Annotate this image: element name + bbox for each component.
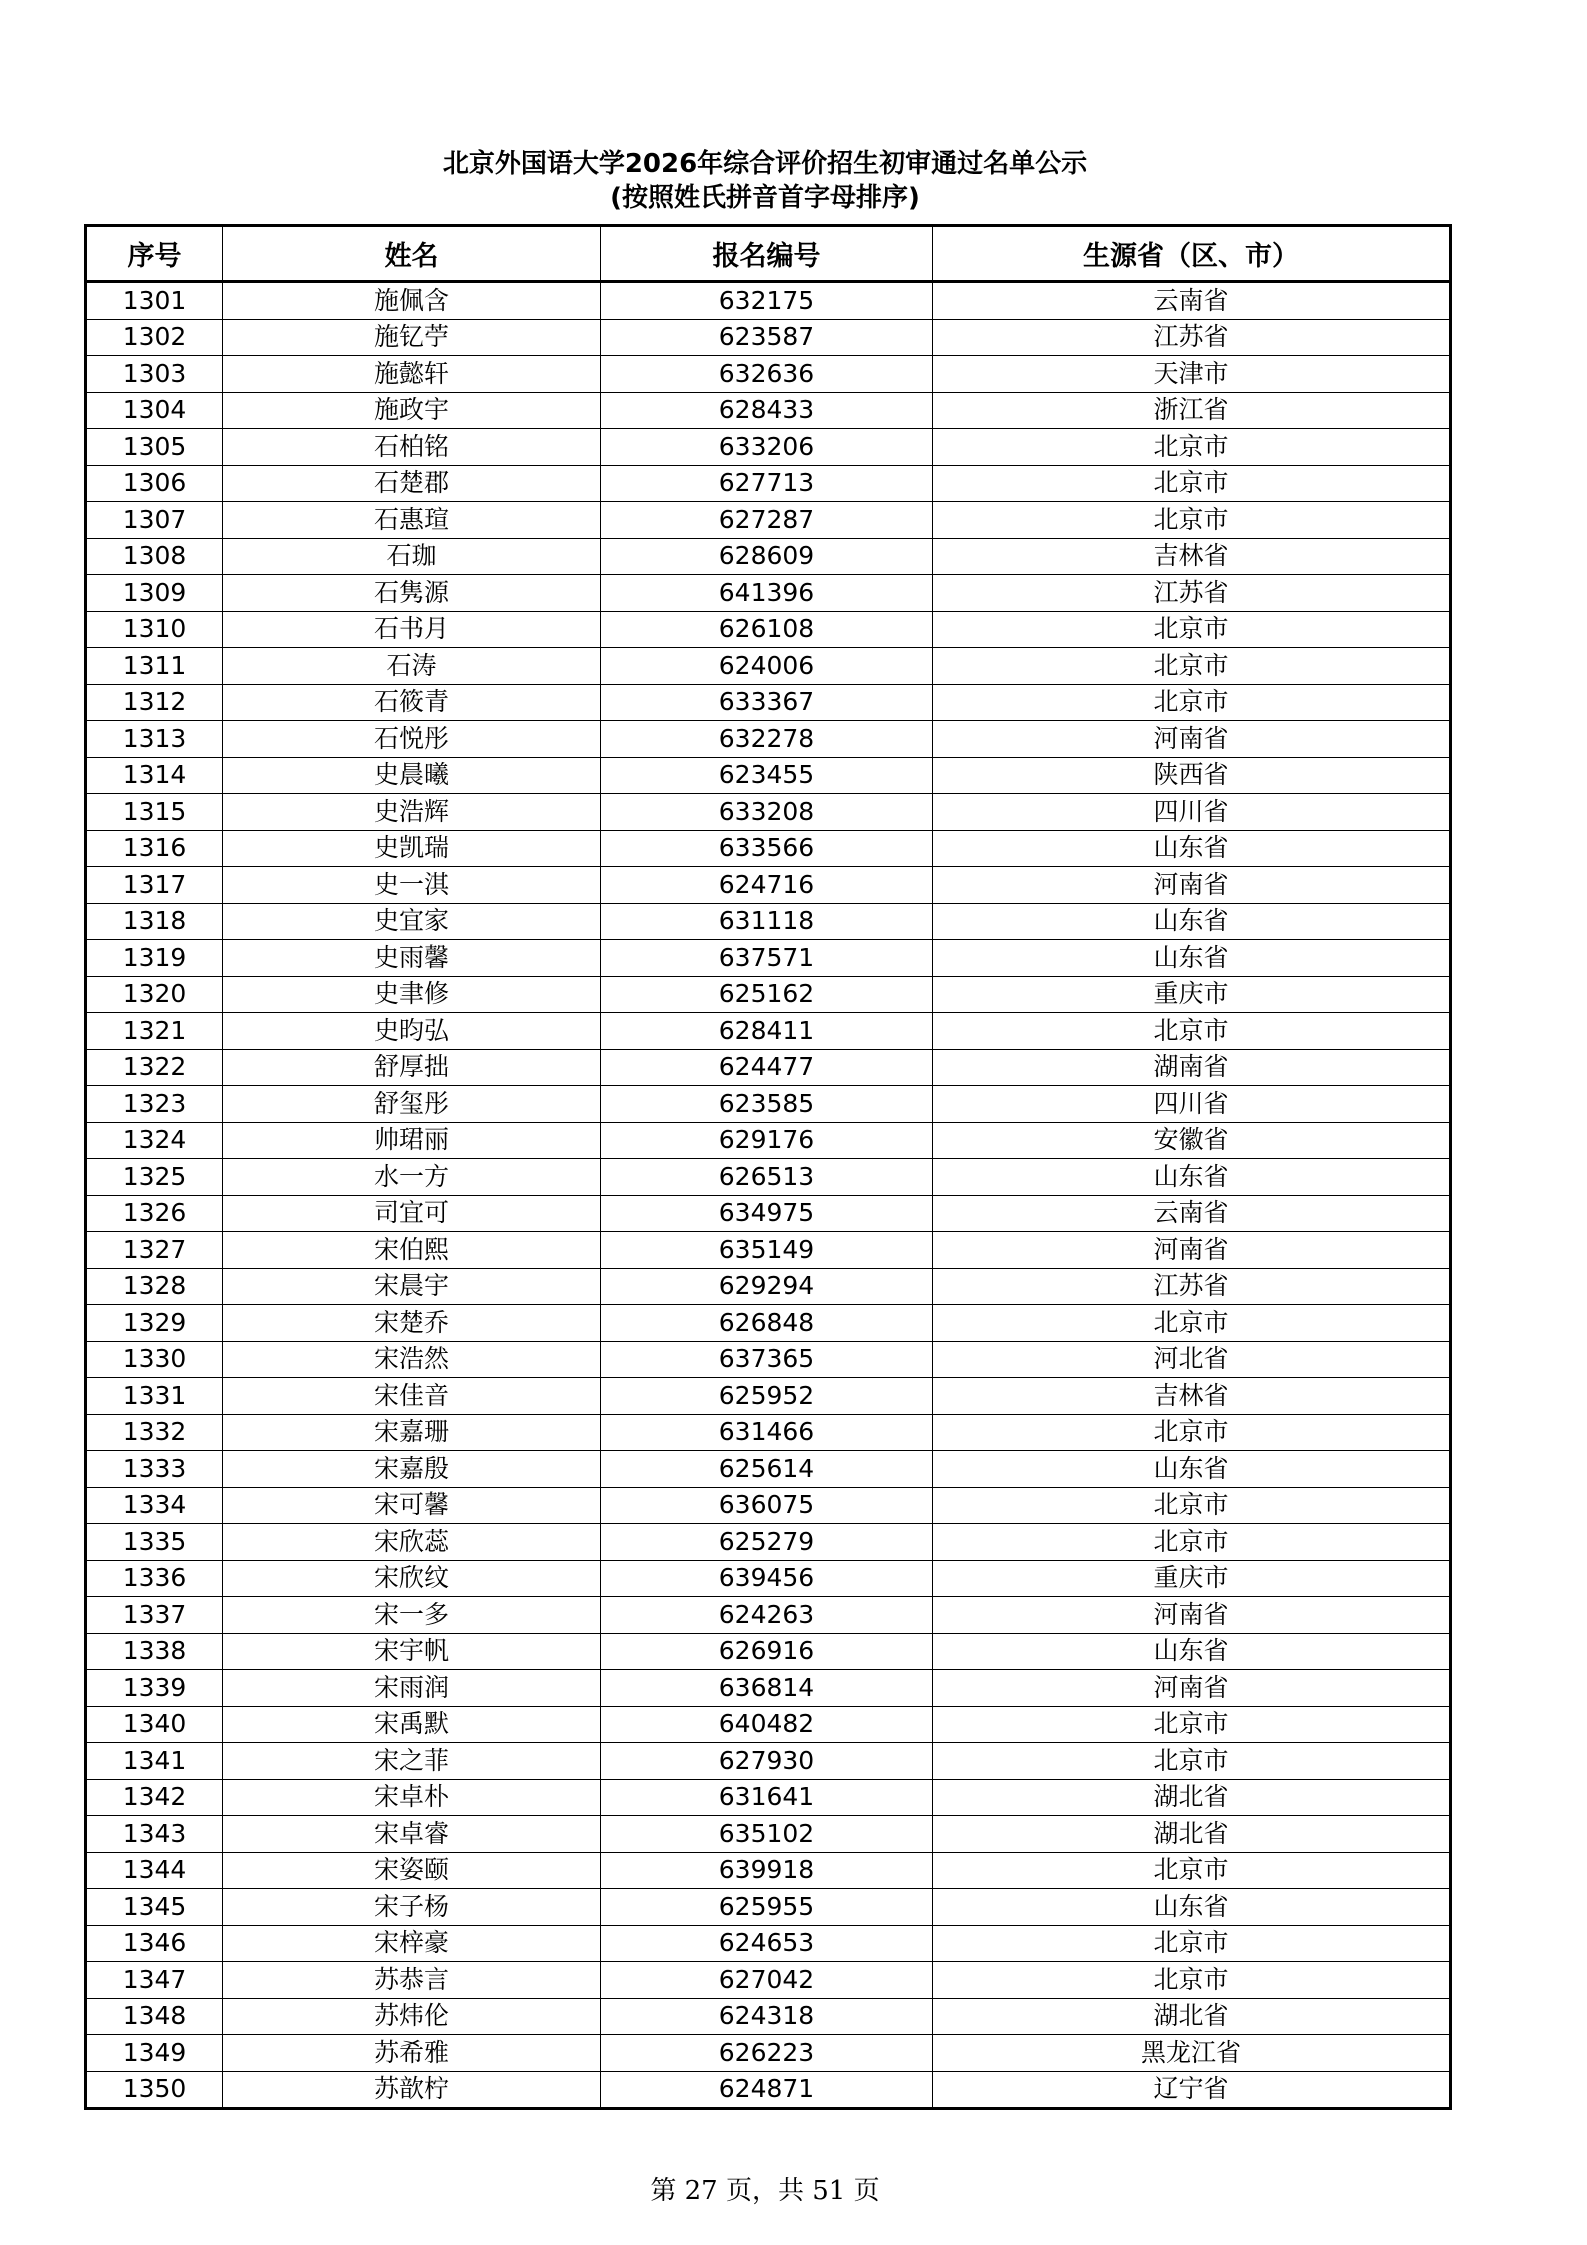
cell-index: 1312 bbox=[86, 684, 223, 721]
cell-registration-number: 635149 bbox=[601, 1232, 933, 1269]
table-row bbox=[86, 721, 1451, 758]
cell-name: 宋嘉珊 bbox=[223, 1414, 601, 1451]
cell-index: 1318 bbox=[86, 903, 223, 940]
cell-registration-number: 641396 bbox=[601, 575, 933, 612]
cell-province: 四川省 bbox=[933, 1086, 1451, 1123]
cell-index: 1311 bbox=[86, 648, 223, 685]
cell-index: 1305 bbox=[86, 429, 223, 466]
cell-province: 北京市 bbox=[933, 611, 1451, 648]
cell-registration-number: 631466 bbox=[601, 1414, 933, 1451]
cell-registration-number: 639918 bbox=[601, 1852, 933, 1889]
cell-name: 施钇苧 bbox=[223, 319, 601, 356]
cell-province: 山东省 bbox=[933, 940, 1451, 977]
cell-name: 宋楚乔 bbox=[223, 1305, 601, 1342]
cell-index: 1314 bbox=[86, 757, 223, 794]
cell-name: 史宜家 bbox=[223, 903, 601, 940]
cell-province: 重庆市 bbox=[933, 1560, 1451, 1597]
table-row bbox=[86, 1560, 1451, 1597]
cell-registration-number: 632278 bbox=[601, 721, 933, 758]
cell-index: 1346 bbox=[86, 1925, 223, 1962]
cell-name: 石珈 bbox=[223, 538, 601, 575]
cell-index: 1302 bbox=[86, 319, 223, 356]
cell-province: 北京市 bbox=[933, 1743, 1451, 1780]
table-row bbox=[86, 1232, 1451, 1269]
cell-index: 1338 bbox=[86, 1633, 223, 1670]
cell-name: 宋一多 bbox=[223, 1597, 601, 1634]
table-row bbox=[86, 575, 1451, 612]
table-row bbox=[86, 1670, 1451, 1707]
table-body bbox=[86, 282, 1451, 2109]
cell-index: 1348 bbox=[86, 1998, 223, 2035]
cell-registration-number: 625614 bbox=[601, 1451, 933, 1488]
cell-name: 宋之菲 bbox=[223, 1743, 601, 1780]
cell-registration-number: 639456 bbox=[601, 1560, 933, 1597]
cell-registration-number: 629176 bbox=[601, 1122, 933, 1159]
table-row bbox=[86, 1925, 1451, 1962]
column-header-name: 姓名 bbox=[223, 226, 601, 282]
cell-registration-number: 626848 bbox=[601, 1305, 933, 1342]
cell-registration-number: 633367 bbox=[601, 684, 933, 721]
cell-index: 1349 bbox=[86, 2035, 223, 2072]
cell-name: 苏恭言 bbox=[223, 1962, 601, 1999]
cell-province: 北京市 bbox=[933, 1706, 1451, 1743]
cell-province: 山东省 bbox=[933, 1159, 1451, 1196]
cell-registration-number: 624263 bbox=[601, 1597, 933, 1634]
cell-name: 帅珺丽 bbox=[223, 1122, 601, 1159]
cell-registration-number: 634975 bbox=[601, 1195, 933, 1232]
column-header-province: 生源省（区、市） bbox=[933, 226, 1451, 282]
cell-index: 1306 bbox=[86, 465, 223, 502]
table-row bbox=[86, 1086, 1451, 1123]
cell-province: 天津市 bbox=[933, 356, 1451, 393]
table-row bbox=[86, 538, 1451, 575]
cell-province: 江苏省 bbox=[933, 1268, 1451, 1305]
cell-province: 北京市 bbox=[933, 1852, 1451, 1889]
table-row bbox=[86, 794, 1451, 831]
table-row bbox=[86, 1852, 1451, 1889]
cell-registration-number: 633206 bbox=[601, 429, 933, 466]
cell-registration-number: 627930 bbox=[601, 1743, 933, 1780]
cell-name: 史浩辉 bbox=[223, 794, 601, 831]
cell-index: 1303 bbox=[86, 356, 223, 393]
cell-registration-number: 623455 bbox=[601, 757, 933, 794]
cell-index: 1315 bbox=[86, 794, 223, 831]
cell-index: 1321 bbox=[86, 1013, 223, 1050]
cell-province: 安徽省 bbox=[933, 1122, 1451, 1159]
cell-registration-number: 635102 bbox=[601, 1816, 933, 1853]
cell-province: 北京市 bbox=[933, 1414, 1451, 1451]
cell-province: 北京市 bbox=[933, 465, 1451, 502]
cell-province: 山东省 bbox=[933, 1451, 1451, 1488]
cell-province: 云南省 bbox=[933, 282, 1451, 320]
table-row bbox=[86, 611, 1451, 648]
cell-name: 石惠瑄 bbox=[223, 502, 601, 539]
cell-registration-number: 631641 bbox=[601, 1779, 933, 1816]
cell-province: 河南省 bbox=[933, 1232, 1451, 1269]
cell-registration-number: 624653 bbox=[601, 1925, 933, 1962]
cell-name: 苏炜伦 bbox=[223, 1998, 601, 2035]
table-row bbox=[86, 1889, 1451, 1926]
table-row bbox=[86, 1341, 1451, 1378]
cell-index: 1341 bbox=[86, 1743, 223, 1780]
cell-name: 石筱青 bbox=[223, 684, 601, 721]
cell-name: 司宜可 bbox=[223, 1195, 601, 1232]
table-row bbox=[86, 1049, 1451, 1086]
cell-province: 重庆市 bbox=[933, 976, 1451, 1013]
cell-index: 1310 bbox=[86, 611, 223, 648]
table-row bbox=[86, 867, 1451, 904]
cell-province: 江苏省 bbox=[933, 575, 1451, 612]
table-row bbox=[86, 356, 1451, 393]
cell-province: 北京市 bbox=[933, 1487, 1451, 1524]
cell-index: 1324 bbox=[86, 1122, 223, 1159]
cell-registration-number: 632636 bbox=[601, 356, 933, 393]
table-row bbox=[86, 392, 1451, 429]
cell-province: 北京市 bbox=[933, 1962, 1451, 1999]
cell-province: 山东省 bbox=[933, 830, 1451, 867]
cell-registration-number: 625279 bbox=[601, 1524, 933, 1561]
cell-registration-number: 627287 bbox=[601, 502, 933, 539]
cell-index: 1329 bbox=[86, 1305, 223, 1342]
cell-registration-number: 636814 bbox=[601, 1670, 933, 1707]
cell-registration-number: 623585 bbox=[601, 1086, 933, 1123]
table-row bbox=[86, 1122, 1451, 1159]
cell-index: 1350 bbox=[86, 2071, 223, 2109]
cell-name: 史晨曦 bbox=[223, 757, 601, 794]
table-row bbox=[86, 1414, 1451, 1451]
cell-name: 宋可馨 bbox=[223, 1487, 601, 1524]
cell-index: 1319 bbox=[86, 940, 223, 977]
cell-index: 1330 bbox=[86, 1341, 223, 1378]
cell-name: 宋梓豪 bbox=[223, 1925, 601, 1962]
table-row bbox=[86, 1597, 1451, 1634]
cell-province: 黑龙江省 bbox=[933, 2035, 1451, 2072]
cell-index: 1323 bbox=[86, 1086, 223, 1123]
cell-index: 1327 bbox=[86, 1232, 223, 1269]
table-header-row bbox=[86, 226, 1451, 282]
cell-name: 宋伯熙 bbox=[223, 1232, 601, 1269]
cell-registration-number: 624006 bbox=[601, 648, 933, 685]
cell-province: 山东省 bbox=[933, 903, 1451, 940]
table-row bbox=[86, 1159, 1451, 1196]
cell-index: 1313 bbox=[86, 721, 223, 758]
table-row bbox=[86, 1816, 1451, 1853]
table-row bbox=[86, 319, 1451, 356]
cell-registration-number: 627042 bbox=[601, 1962, 933, 1999]
cell-province: 湖北省 bbox=[933, 1816, 1451, 1853]
cell-province: 北京市 bbox=[933, 1925, 1451, 1962]
table-row bbox=[86, 1268, 1451, 1305]
cell-province: 北京市 bbox=[933, 1524, 1451, 1561]
cell-registration-number: 626108 bbox=[601, 611, 933, 648]
cell-name: 石柏铭 bbox=[223, 429, 601, 466]
cell-registration-number: 629294 bbox=[601, 1268, 933, 1305]
cell-name: 宋欣纹 bbox=[223, 1560, 601, 1597]
cell-name: 史凯瑞 bbox=[223, 830, 601, 867]
cell-index: 1334 bbox=[86, 1487, 223, 1524]
cell-name: 宋佳音 bbox=[223, 1378, 601, 1415]
cell-name: 宋浩然 bbox=[223, 1341, 601, 1378]
column-header-registration-number: 报名编号 bbox=[601, 226, 933, 282]
cell-registration-number: 625162 bbox=[601, 976, 933, 1013]
cell-name: 宋卓朴 bbox=[223, 1779, 601, 1816]
table-row bbox=[86, 1013, 1451, 1050]
cell-index: 1307 bbox=[86, 502, 223, 539]
cell-province: 河南省 bbox=[933, 1670, 1451, 1707]
cell-name: 苏歆柠 bbox=[223, 2071, 601, 2109]
page-footer: 第 27 页，共 51 页 bbox=[650, 2176, 880, 2206]
cell-province: 北京市 bbox=[933, 429, 1451, 466]
cell-province: 湖北省 bbox=[933, 1779, 1451, 1816]
cell-name: 施懿轩 bbox=[223, 356, 601, 393]
cell-name: 宋晨宇 bbox=[223, 1268, 601, 1305]
cell-province: 吉林省 bbox=[933, 538, 1451, 575]
cell-province: 河南省 bbox=[933, 1597, 1451, 1634]
cell-index: 1304 bbox=[86, 392, 223, 429]
cell-index: 1316 bbox=[86, 830, 223, 867]
cell-index: 1339 bbox=[86, 1670, 223, 1707]
cell-registration-number: 623587 bbox=[601, 319, 933, 356]
cell-province: 陕西省 bbox=[933, 757, 1451, 794]
cell-registration-number: 628411 bbox=[601, 1013, 933, 1050]
cell-name: 宋嘉殷 bbox=[223, 1451, 601, 1488]
cell-index: 1326 bbox=[86, 1195, 223, 1232]
cell-province: 河南省 bbox=[933, 867, 1451, 904]
cell-registration-number: 626513 bbox=[601, 1159, 933, 1196]
cell-index: 1325 bbox=[86, 1159, 223, 1196]
cell-province: 四川省 bbox=[933, 794, 1451, 831]
table-row bbox=[86, 502, 1451, 539]
cell-registration-number: 633566 bbox=[601, 830, 933, 867]
cell-name: 舒厚拙 bbox=[223, 1049, 601, 1086]
page-subtitle: (按照姓氏拼音首字母排序) bbox=[610, 183, 920, 213]
cell-name: 宋欣蕊 bbox=[223, 1524, 601, 1561]
cell-index: 1332 bbox=[86, 1414, 223, 1451]
cell-name: 水一方 bbox=[223, 1159, 601, 1196]
table-row bbox=[86, 465, 1451, 502]
cell-registration-number: 633208 bbox=[601, 794, 933, 831]
cell-name: 石楚郡 bbox=[223, 465, 601, 502]
cell-registration-number: 626223 bbox=[601, 2035, 933, 2072]
cell-index: 1322 bbox=[86, 1049, 223, 1086]
table-row bbox=[86, 976, 1451, 1013]
cell-province: 山东省 bbox=[933, 1889, 1451, 1926]
cell-province: 湖北省 bbox=[933, 1998, 1451, 2035]
cell-index: 1345 bbox=[86, 1889, 223, 1926]
cell-registration-number: 632175 bbox=[601, 282, 933, 320]
cell-registration-number: 640482 bbox=[601, 1706, 933, 1743]
page-title: 北京外国语大学2026年综合评价招生初审通过名单公示 bbox=[442, 149, 1088, 179]
cell-name: 石悦彤 bbox=[223, 721, 601, 758]
cell-name: 宋雨润 bbox=[223, 1670, 601, 1707]
cell-province: 北京市 bbox=[933, 1013, 1451, 1050]
cell-province: 云南省 bbox=[933, 1195, 1451, 1232]
cell-index: 1309 bbox=[86, 575, 223, 612]
table-row bbox=[86, 830, 1451, 867]
cell-name: 史聿修 bbox=[223, 976, 601, 1013]
cell-province: 江苏省 bbox=[933, 319, 1451, 356]
table-row bbox=[86, 1779, 1451, 1816]
cell-registration-number: 624318 bbox=[601, 1998, 933, 2035]
cell-name: 石书月 bbox=[223, 611, 601, 648]
cell-index: 1328 bbox=[86, 1268, 223, 1305]
cell-province: 北京市 bbox=[933, 502, 1451, 539]
table-row bbox=[86, 1743, 1451, 1780]
cell-name: 宋姿颐 bbox=[223, 1852, 601, 1889]
cell-index: 1347 bbox=[86, 1962, 223, 1999]
cell-name: 宋禹默 bbox=[223, 1706, 601, 1743]
cell-province: 河北省 bbox=[933, 1341, 1451, 1378]
cell-registration-number: 636075 bbox=[601, 1487, 933, 1524]
table-row bbox=[86, 648, 1451, 685]
cell-province: 辽宁省 bbox=[933, 2071, 1451, 2109]
cell-index: 1320 bbox=[86, 976, 223, 1013]
table-row bbox=[86, 1706, 1451, 1743]
cell-index: 1335 bbox=[86, 1524, 223, 1561]
column-header-index: 序号 bbox=[86, 226, 223, 282]
cell-index: 1340 bbox=[86, 1706, 223, 1743]
cell-name: 宋子杨 bbox=[223, 1889, 601, 1926]
cell-province: 河南省 bbox=[933, 721, 1451, 758]
cell-name: 史雨馨 bbox=[223, 940, 601, 977]
cell-province: 北京市 bbox=[933, 1305, 1451, 1342]
cell-province: 山东省 bbox=[933, 1633, 1451, 1670]
table-row bbox=[86, 1451, 1451, 1488]
cell-name: 石涛 bbox=[223, 648, 601, 685]
cell-registration-number: 637571 bbox=[601, 940, 933, 977]
cell-registration-number: 625952 bbox=[601, 1378, 933, 1415]
cell-index: 1344 bbox=[86, 1852, 223, 1889]
table-row bbox=[86, 1524, 1451, 1561]
cell-index: 1336 bbox=[86, 1560, 223, 1597]
cell-index: 1337 bbox=[86, 1597, 223, 1634]
table-row bbox=[86, 1305, 1451, 1342]
cell-name: 宋宇帆 bbox=[223, 1633, 601, 1670]
table-row bbox=[86, 757, 1451, 794]
table-row bbox=[86, 684, 1451, 721]
cell-registration-number: 624716 bbox=[601, 867, 933, 904]
cell-name: 史昀弘 bbox=[223, 1013, 601, 1050]
cell-province: 浙江省 bbox=[933, 392, 1451, 429]
cell-province: 北京市 bbox=[933, 648, 1451, 685]
cell-province: 吉林省 bbox=[933, 1378, 1451, 1415]
cell-index: 1342 bbox=[86, 1779, 223, 1816]
table-row bbox=[86, 903, 1451, 940]
cell-index: 1331 bbox=[86, 1378, 223, 1415]
admission-list-table bbox=[84, 224, 1452, 2110]
cell-index: 1301 bbox=[86, 282, 223, 320]
cell-registration-number: 625955 bbox=[601, 1889, 933, 1926]
table-row bbox=[86, 1962, 1451, 1999]
cell-registration-number: 624871 bbox=[601, 2071, 933, 2109]
cell-name: 苏希雅 bbox=[223, 2035, 601, 2072]
cell-registration-number: 628433 bbox=[601, 392, 933, 429]
cell-index: 1317 bbox=[86, 867, 223, 904]
table-row bbox=[86, 2071, 1451, 2109]
cell-registration-number: 628609 bbox=[601, 538, 933, 575]
cell-registration-number: 626916 bbox=[601, 1633, 933, 1670]
table-row bbox=[86, 282, 1451, 320]
cell-name: 舒玺彤 bbox=[223, 1086, 601, 1123]
table-row bbox=[86, 1487, 1451, 1524]
cell-index: 1343 bbox=[86, 1816, 223, 1853]
cell-registration-number: 637365 bbox=[601, 1341, 933, 1378]
table-row bbox=[86, 1998, 1451, 2035]
table-row bbox=[86, 1633, 1451, 1670]
cell-registration-number: 627713 bbox=[601, 465, 933, 502]
cell-name: 施佩含 bbox=[223, 282, 601, 320]
table-row bbox=[86, 940, 1451, 977]
table-row bbox=[86, 1378, 1451, 1415]
cell-name: 宋卓睿 bbox=[223, 1816, 601, 1853]
table-row bbox=[86, 429, 1451, 466]
cell-registration-number: 624477 bbox=[601, 1049, 933, 1086]
cell-index: 1308 bbox=[86, 538, 223, 575]
table-row bbox=[86, 1195, 1451, 1232]
cell-registration-number: 631118 bbox=[601, 903, 933, 940]
cell-province: 湖南省 bbox=[933, 1049, 1451, 1086]
cell-name: 史一淇 bbox=[223, 867, 601, 904]
cell-name: 施政宇 bbox=[223, 392, 601, 429]
cell-name: 石隽源 bbox=[223, 575, 601, 612]
cell-index: 1333 bbox=[86, 1451, 223, 1488]
cell-province: 北京市 bbox=[933, 684, 1451, 721]
table-row bbox=[86, 2035, 1451, 2072]
